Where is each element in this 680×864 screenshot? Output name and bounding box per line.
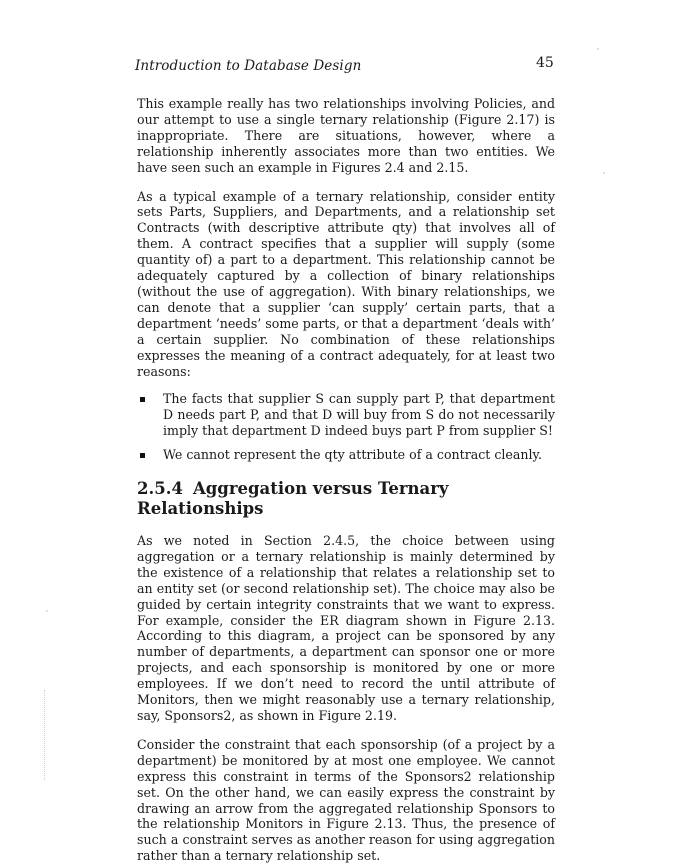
paragraph-3: As we noted in Section 2.4.5, the choice between using aggregation or a ternary relationship is mainly determined by the existence of a relationship that relates a relationship set to an entity set (or second relationship set). The choice may also be guided by certain integrity constraints that we want to express. For example, consider the ER diagram shown in Figure 2.13. According to this diagram, a project can be sponsored by any number of departments, a department can sponsor one or more projects, and each sponsorship is monitored by one or more employees. If we don’t need to record the until attribute of Monitors, then we might reasonably use a ternary relationship, say, Sponsors2, as shown in Figure 2.19. (137, 533, 555, 723)
bullet-text-2: We cannot represent the qty attribute of a contract cleanly. (163, 447, 542, 463)
list-item (137, 447, 555, 463)
scan-speck (597, 48, 599, 50)
section-title: Aggregation versus Ternary Relationships (137, 479, 449, 519)
list-item (137, 391, 555, 439)
paragraph-4: Consider the constraint that each sponsorship (of a project by a department) be monitored by at most one employee. We cannot express this constraint in terms of the Sponsors2 relationship set. On the other hand, we can easily express the constraint by drawing an arrow from the aggregated relationship Sponsors to the relationship Monitors in Figure 2.13. Thus, the presence of such a constraint serves as another reason for using aggregation rather than a ternary relationship set. (137, 736, 555, 864)
running-title: Introduction to Database Design (135, 58, 362, 74)
square-bullet-icon (140, 397, 145, 402)
scan-speck (603, 172, 605, 174)
scan-speck (46, 610, 48, 612)
scan-margin-artifact (44, 690, 47, 780)
page-number: 45 (536, 55, 554, 71)
body-text (137, 96, 555, 864)
reasons-list (137, 391, 555, 463)
bullet-text-1: The facts that supplier S can supply part P, that department D needs part P, and that D will buy from S do not necessarily imply that department D indeed buys part P from supplier S! (163, 391, 555, 439)
section-number: 2.5.4 (137, 479, 183, 499)
section-heading (137, 479, 555, 519)
paragraph-1: This example really has two relationships involving Policies, and our attempt to use a single ternary relationship (Figure 2.17) is inappropriate. There are situations, however, where a relationship inherently associates more than two entities. We have seen such an example in Figures 2.4 and 2.15. (137, 96, 555, 175)
square-bullet-icon (140, 453, 145, 458)
paragraph-2: As a typical example of a ternary relationship, consider entity sets Parts, Suppliers, and Departments, and a relationship set Contracts (with descriptive attribute qty) that involves all of them. A contract specifies that a supplier will supply (some quantity of) a part to a department. This relationship cannot be adequately captured by a collection of binary relationships (without the use of aggregation). With binary relationships, we can denote that a supplier ‘can supply’ certain parts, that a department ‘needs’ some parts, or that a department ‘deals with’ a certain supplier. No combination of these relationships expresses the meaning of a contract adequately, for at least two reasons: (137, 188, 555, 379)
